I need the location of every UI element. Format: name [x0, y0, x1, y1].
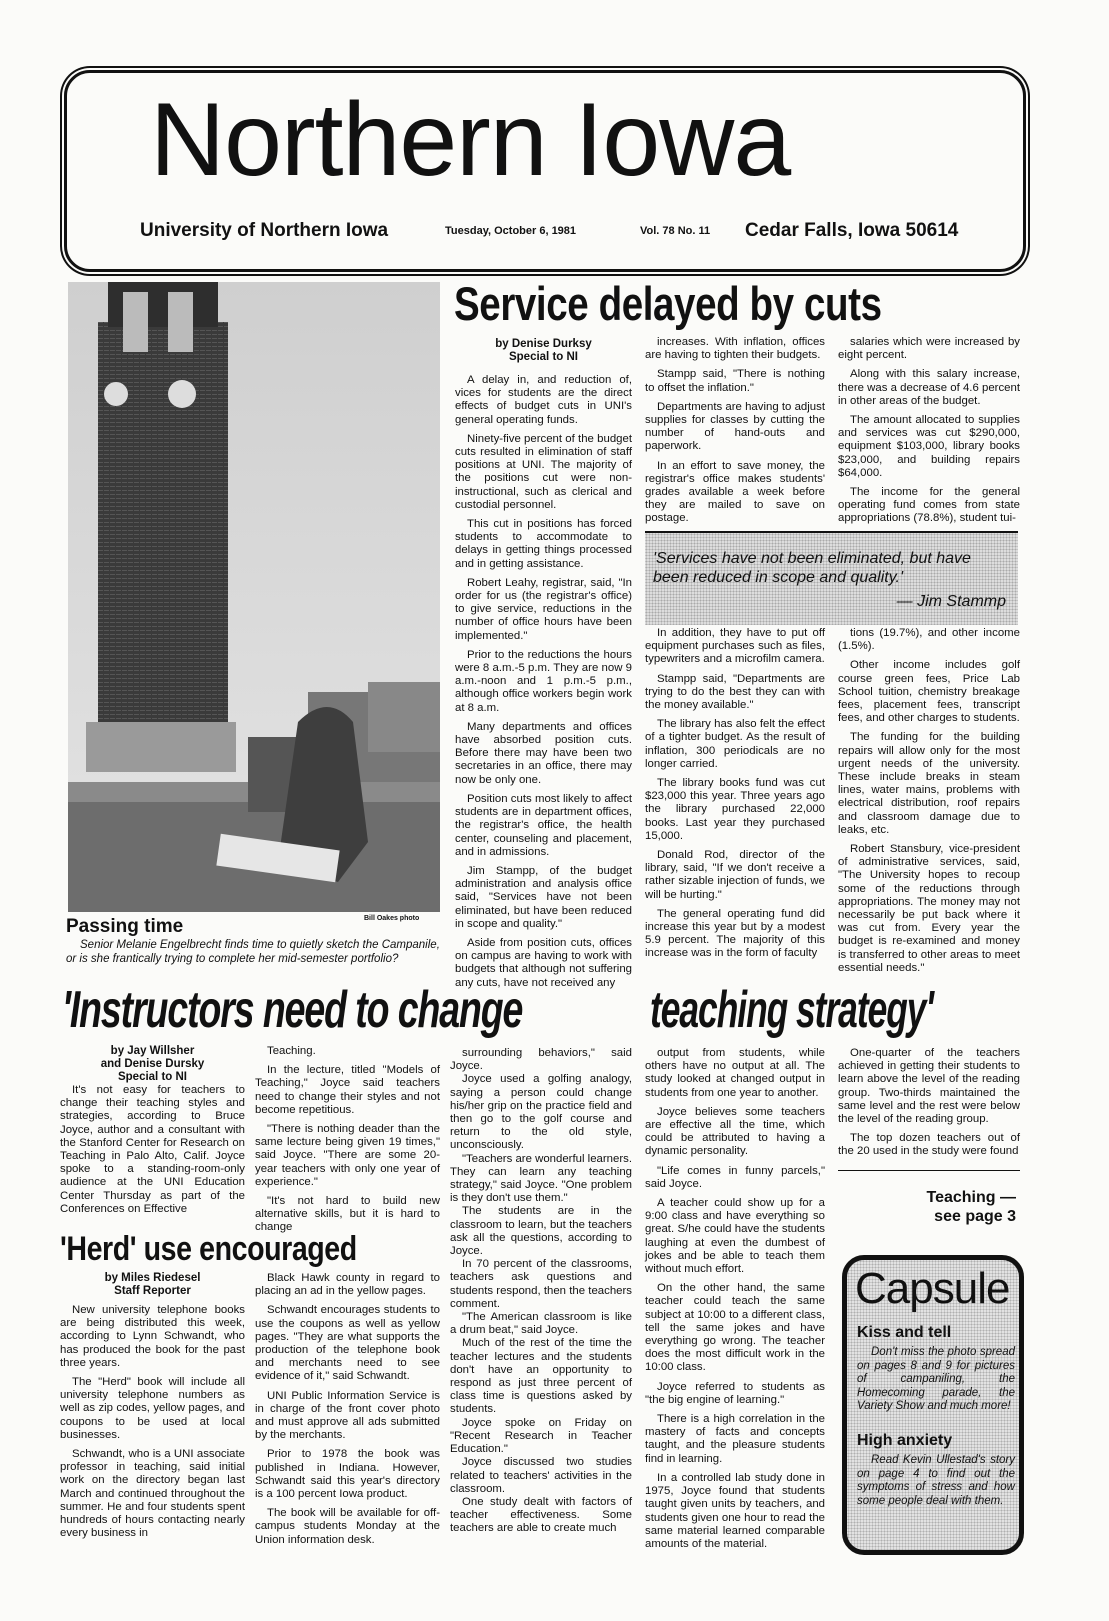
caption-title: Passing time [66, 916, 184, 937]
instructors-column-d [645, 1047, 825, 1557]
paragraph: The library books fund was cut $23,000 this year. Three years ago the library purchased 22,000 books. Last year they purchased 15,000. [645, 777, 825, 842]
service-headline: Service delayed by cuts [454, 277, 882, 330]
jump-line [838, 1188, 1016, 1226]
paragraph: Robert Leahy, registrar, said, "In order for us (the registrar's office) to give service, reductions in the number of office hours have been implemented." [455, 576, 632, 642]
paragraph: The funding for the building repairs will allow only for the most urgent needs of the university. These include breaks in steam lines, water mains, problems with electrical distribution, roof repairs and classroom damage due to leaks, etc. [838, 731, 1020, 836]
paragraph: Joyce used a golfing analogy, saying a person could change his/her grip on the practice field and then go to the golf course and return to the old style, unconsciously. [450, 1073, 632, 1152]
instructors-headline-left: 'Instructors need to change [62, 981, 523, 1039]
location: Cedar Falls, Iowa 50614 [745, 220, 959, 241]
paragraph: The income for the general operating fund comes from state appropriations (78.8%), student tui- [838, 486, 1020, 525]
paragraph: In an effort to save money, the registrar's office makes students' grades available a week before they are mailed to save on postage. [645, 459, 825, 525]
capsule-heading: High anxiety [857, 1432, 953, 1449]
paragraph: Ninety-five percent of the budget cuts resulted in elimination of staff positions at UNI. The majority of the positions cut were non-instructional, such as clerical and custodial personnel. [455, 432, 632, 511]
paragraph: Much of the rest of the time the teacher lectures and the students don't have an opportunity to respond as just three percent of class time is questions asked by students. [450, 1337, 632, 1416]
pull-quote-attribution: — Jim Stammp [896, 593, 1006, 610]
paragraph: Schwandt, who is a UNI associate professor in teaching, said initial work on the directory began last March and continued throughout the summer. He and four students spent hundreds of hours contacting nearly every business in [60, 1448, 245, 1540]
paragraph: Joyce discussed two studies related to teachers' activities in the classroom. [450, 1456, 632, 1495]
paragraph: A teacher could show up for a 9:00 class and have everything so great. S/he could have the students laughing at even the dumbest of jokes and be able to teach them without much effort. [645, 1197, 825, 1276]
paragraph: One study dealt with factors of teacher effectiveness. Some teachers are able to create much [450, 1495, 632, 1535]
paragraph: In a controlled lab study done in 1975, Joyce found that students taught given units by teachers, and students given one hour to read the same material learned comparable amounts of the material. [645, 1471, 825, 1550]
service-column-1 [455, 374, 632, 990]
paragraph: In addition, they have to put off equipment purchases such as files, typewriters and a microfilm camera. [645, 627, 825, 666]
paragraph: "Teachers are wonderful learners. They can learn any teaching strategy," said Joyce. "One problem is they don't use them." [450, 1152, 632, 1205]
instructors-byline [60, 1045, 245, 1084]
paragraph: Stampp said, "There is nothing to offset the inflation." [645, 368, 825, 394]
volume-number: Vol. 78 No. 11 [640, 225, 711, 237]
paragraph: "The American classroom is like a drum beat," said Joyce. [450, 1311, 632, 1337]
service-column-2-bottom [645, 627, 825, 967]
service-column-3-top [838, 336, 1020, 532]
paragraph: Black Hawk county in regard to placing an ad in the yellow pages. [255, 1272, 440, 1298]
paragraph: Aside from position cuts, offices on campus are having to work with budgets that although not suffering any cuts, have not received any [455, 936, 632, 989]
byline-affiliation: Staff Reporter [114, 1285, 191, 1297]
paragraph: On the other hand, the same teacher could teach the same subject at 10:00 to a different class, tell the same jokes and have everything go wrong. The teacher does the most difficult work in the 10:00 class. [645, 1282, 825, 1374]
paragraph: Schwandt encourages students to use the coupons as well as yellow pages. "They are what supports the production of the telephone book and merchants need to see evidence of it," said Schwandt. [255, 1304, 440, 1383]
paragraph: The "Herd" book will include all university telephone numbers as well as zip codes, yellow pages, and coupons to be used at local businesses. [60, 1376, 245, 1441]
paragraph: "Life comes in funny parcels," said Joyce. [645, 1164, 825, 1190]
pull-quote-box [645, 531, 1018, 625]
paragraph: "There is nothing deader than the same lecture being given 19 times," said Joyce. "There are some 20-year teachers with only one year of experience." [255, 1123, 440, 1188]
capsule-heading: Kiss and tell [857, 1324, 952, 1341]
paragraph: surrounding behaviors," said Joyce. [450, 1047, 632, 1073]
herd-headline: 'Herd' use encouraged [60, 1230, 357, 1268]
paragraph: The top dozen teachers out of the 20 used in the study were found [838, 1132, 1020, 1158]
paragraph: New university telephone books are being distributed this week, according to Lynn Schwandt, who has produced the book for the past three years. [60, 1304, 245, 1369]
campanile-photo [68, 282, 440, 912]
capsule-text: Don't miss the photo spread on pages 8 and 9 for pictures of campaniling, the Homecoming parade, the Variety Show and much more! [857, 1346, 1015, 1413]
paragraph: Prior to the reductions the hours were 8 a.m.-5 p.m. They are now 9 a.m.-noon and 1 p.m.-5 p.m., although office workers begin work at 8 a.m. [455, 648, 632, 714]
paragraph: Joyce referred to students as "the big engine of learning." [645, 1380, 825, 1406]
instructors-column-c [450, 1047, 632, 1536]
paragraph: "It's not hard to build new alternative skills, but it is hard to change [255, 1195, 440, 1234]
capsule-box [842, 1255, 1024, 1555]
herd-byline [60, 1272, 245, 1298]
paragraph: The book will be available for off-campus students Monday at the Union information desk. [255, 1507, 440, 1546]
paragraph: It's not easy for teachers to change their teaching styles and strategies, according to Bruce Joyce, author and a consultant with the Stanford Center for Research on Teaching in Palo Alto, Calif. Joyce spoke to a standing-room-only audience at the UNI Education Center Thursday as part of the Conferences on Effective [60, 1084, 245, 1215]
university-name: University of Northern Iowa [140, 220, 389, 241]
jump-title: Teaching — [926, 1189, 1016, 1206]
paragraph: This cut in positions has forced students to accommodate to delays in getting things processed and in getting assistance. [455, 518, 632, 570]
instructors-column-b [255, 1045, 440, 1241]
paragraph: Joyce spoke on Friday on "Recent Research in Teacher Education." [450, 1416, 632, 1456]
service-column-2-top [645, 336, 825, 532]
divider [838, 1170, 1020, 1171]
paragraph: Many departments and offices have absorbed position cuts. Before there may have been two secretaries in an office, there may now be only one. [455, 720, 632, 786]
paragraph: Departments are having to adjust supplies for classes by cutting the number of hand-outs and paperwork. [645, 400, 825, 453]
paragraph: A delay in, and reduction of, vices for students are the direct effects of budget cuts in UNI's general operating funds. [455, 374, 632, 426]
capsule-text: Read Kevin Ullestad's story on page 4 to find out the symptoms of stress and how some people deal with them. [857, 1454, 1015, 1507]
herd-column-a [60, 1304, 245, 1540]
paragraph: Joyce believes some teachers are effective all the time, which could be attributed to having a dynamic personality. [645, 1105, 825, 1158]
service-byline [455, 338, 632, 364]
byline-author: by Miles Riedesel [104, 1272, 201, 1284]
paragraph: One-quarter of the teachers achieved in getting their students to learn above the level of the reading group. Two-thirds maintained the same level and the rest were below the level of the reading group. [838, 1047, 1020, 1126]
paragraph: There is a high correlation in the mastery of facts and concepts taught, and the pleasure students find in learning. [645, 1413, 825, 1465]
paragraph: In the lecture, titled "Models of Teaching," Joyce said teachers need to change their styles and not become repetitious. [255, 1064, 440, 1116]
paragraph: Stampp said, "Departments are trying to do the best they can with the money available." [645, 672, 825, 712]
instructors-headline-right: teaching strategy' [650, 981, 933, 1039]
paragraph: The students are in the classroom to learn, but the teachers ask all the questions, according to Joyce. [450, 1205, 632, 1258]
paragraph: Jim Stampp, of the budget administration and analysis office said, "Services have not been eliminated, but have been reduced in scope and quality." [455, 864, 632, 930]
photo-credit: Bill Oakes photo [364, 915, 420, 922]
byline-author: and Denise Dursky [100, 1058, 205, 1070]
paragraph: UNI Public Information Service is in charge of the front cover photo and must approve all ads submitted by the merchants. [255, 1389, 440, 1442]
paragraph: increases. With inflation, offices are having to tighten their budgets. [645, 336, 825, 362]
paragraph: Position cuts most likely to affect students are in department offices, the registrar's office, the health center, counseling and placement, and in admissions. [455, 792, 632, 858]
photo-caption: Senior Melanie Engelbrecht finds time to quietly sketch the Campanile, or is she frantically trying to complete her mid-semester portfolio? [66, 939, 440, 965]
paragraph: In 70 percent of the classrooms, teachers ask questions and students respond, then the teachers comment. [450, 1258, 632, 1310]
paragraph: Along with this salary increase, there was a decrease of 4.6 percent in other areas of the budget. [838, 368, 1020, 407]
paragraph: tions (19.7%), and other income (1.5%). [838, 627, 1020, 653]
byline-author: by Jay Willsher [110, 1045, 195, 1057]
paragraph: Prior to 1978 the book was published in Indiana. However, Schwandt said this year's directory is a 100 percent Iowa product. [255, 1448, 440, 1501]
byline-author: by Denise Durksy [495, 338, 592, 350]
paragraph: output from students, while others have no output at all. The study looked at changed output in students from one year to another. [645, 1047, 825, 1099]
service-column-3-bottom [838, 627, 1020, 981]
paragraph: salaries which were increased by eight percent. [838, 336, 1020, 362]
paragraph: Other income includes golf course green fees, Price Lab School tuition, chemistry breakage fees, placement fees, transcript fees, and other charges to students. [838, 659, 1020, 725]
instructors-column-e [838, 1047, 1020, 1165]
jump-page: see page 3 [934, 1208, 1016, 1225]
instructors-column-a [60, 1084, 245, 1216]
issue-date: Tuesday, October 6, 1981 [445, 225, 577, 237]
byline-affiliation: Special to NI [508, 351, 579, 363]
byline-affiliation: Special to NI [117, 1071, 188, 1083]
paragraph: The library has also felt the effect of a tighter budget. As the result of inflation, 300 periodicals are no longer carried. [645, 718, 825, 770]
paragraph: Teaching. [267, 1045, 316, 1057]
herd-column-b [255, 1272, 440, 1553]
newspaper-title: Northern Iowa [150, 82, 791, 198]
paragraph: Robert Stansbury, vice-president of administrative services, said, "The University hopes to recoup some of the reductions through appropriations. The money may not necessarily be put back where it was cut from. Every year the budget is re-examined and money is transferred to other areas to meet essential needs." [838, 843, 1020, 974]
paragraph: Donald Rod, director of the library, said, "If we don't receive a rather sizable injection of funds, we will be hurting." [645, 849, 825, 901]
pull-quote: 'Services have not been eliminated, but have been reduced in scope and quality.' [653, 550, 971, 586]
capsule-title: Capsule [855, 1264, 1010, 1313]
paragraph: The amount allocated to supplies and services was cut $290,000, equipment $103,000, library books $23,000, and building repairs $64,000. [838, 414, 1020, 479]
paragraph: The general operating fund did increase this year but by a modest 5.9 percent. The majority of this increase was in the form of faculty [645, 907, 825, 960]
